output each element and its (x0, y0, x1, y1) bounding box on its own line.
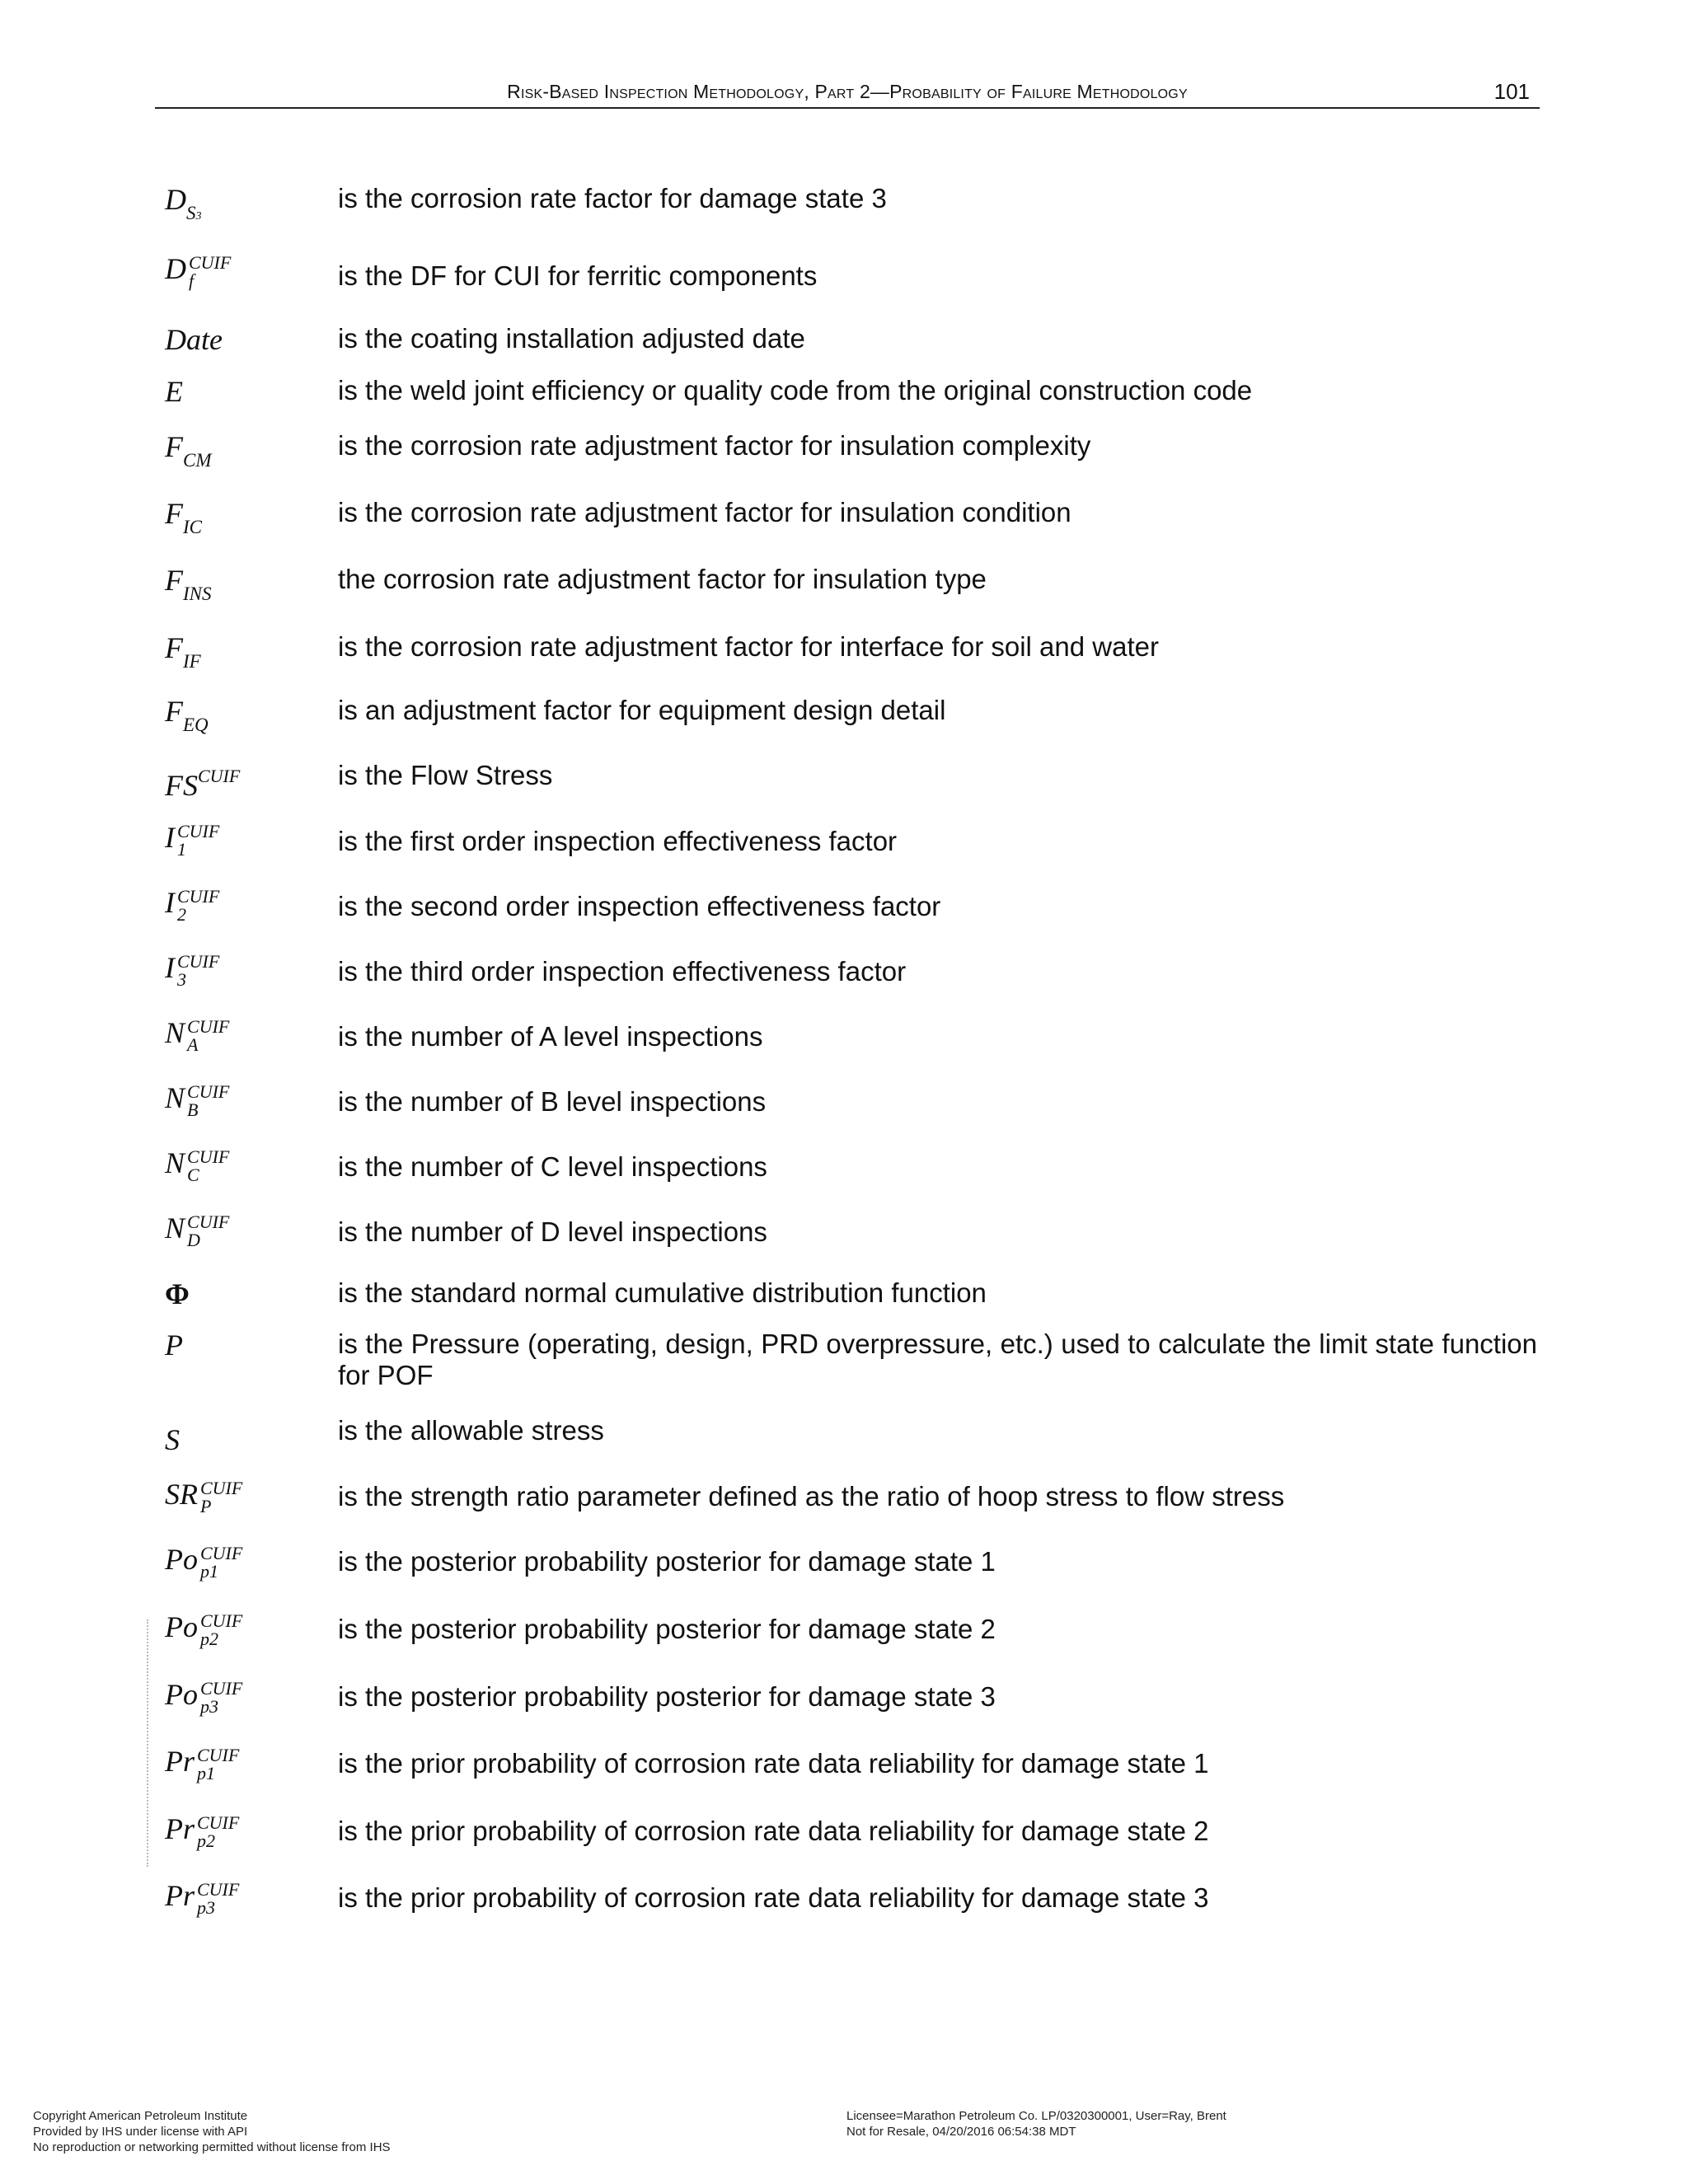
symbol: $F_{INS}$ (165, 564, 212, 604)
definition-text: is the prior probability of corrosion rate data reliability for damage state 3 (338, 1882, 1209, 1913)
definition-text: is the prior probability of corrosion rate data reliability for damage state 1 (338, 1748, 1209, 1779)
symbol: Pr CUIF p1 (165, 1745, 240, 1783)
symbol: $F_{IF}$ (165, 631, 201, 672)
symbol: P (165, 1329, 183, 1361)
symbol: I CUIF 1 (165, 821, 220, 860)
symbol: Po CUIF p3 (165, 1678, 243, 1717)
definition-text: is the strength ratio parameter defined as the ratio of hoop stress to flow stress (338, 1481, 1285, 1511)
symbol: E (165, 375, 183, 408)
definition-text: is the corrosion rate adjustment factor for insulation condition (338, 497, 1071, 527)
symbol: I CUIF 3 (165, 951, 220, 990)
margin-dotted-line (147, 1619, 152, 1867)
symbol: SR CUIF P (165, 1478, 243, 1516)
symbol: $FS^{CUIF}$ (165, 766, 241, 802)
symbol: Date (165, 323, 223, 356)
symbol: $F_{IC}$ (165, 497, 202, 537)
definition-text: is the number of C level inspections (338, 1151, 767, 1182)
symbol: N CUIF D (165, 1212, 230, 1250)
symbol: Φ (165, 1277, 190, 1310)
definition-text: is the number of A level inspections (338, 1021, 763, 1052)
footer-line: Provided by IHS under license with API (33, 2125, 248, 2139)
symbol: N CUIF C (165, 1146, 230, 1185)
symbol: $F_{CM}$ (165, 430, 212, 471)
symbol: Po CUIF p2 (165, 1610, 243, 1649)
footer-line: Not for Resale, 04/20/2016 06:54:38 MDT (846, 2125, 1076, 2139)
definition-text: is the posterior probability posterior for damage state 1 (338, 1546, 996, 1577)
symbol: D CUIF f (165, 252, 232, 291)
definition-text: is the number of B level inspections (338, 1086, 767, 1117)
page-number: 101 (1493, 79, 1530, 104)
definition-text: is the corrosion rate adjustment factor for insulation complexity (338, 430, 1091, 461)
definition-text: is the Pressure (operating, design, PRD overpressure, etc.) used to calculate the limit state function for POF (338, 1329, 1537, 1390)
definition-text: the corrosion rate adjustment factor for insulation type (338, 564, 987, 594)
footer-line: Licensee=Marathon Petroleum Co. LP/0320300001, User=Ray, Brent (846, 2109, 1226, 2123)
footer-line: Copyright American Petroleum Institute (33, 2109, 248, 2123)
definition-text: is the Flow Stress (338, 760, 553, 790)
symbol: Pr CUIF p3 (165, 1879, 240, 1918)
footer-copyright (33, 2108, 391, 2155)
symbol: $F_{EQ}$ (165, 695, 209, 735)
definition-text: is the corrosion rate factor for damage state 3 (338, 183, 887, 213)
definition-text: is the prior probability of corrosion rate data reliability for damage state 2 (338, 1816, 1209, 1846)
definition-text: is the first order inspection effectiveness factor (338, 826, 898, 856)
definition-text: is the corrosion rate adjustment factor for interface for soil and water (338, 631, 1159, 662)
footer-license (846, 2108, 1226, 2139)
definition-text: is the third order inspection effectiveness factor (338, 956, 907, 987)
footer-line: No reproduction or networking permitted without license from IHS (33, 2140, 391, 2154)
definition-text: is the second order inspection effectiveness factor (338, 891, 941, 921)
definition-text: is the coating installation adjusted date (338, 323, 805, 354)
definition-text: is an adjustment factor for equipment design detail (338, 695, 946, 725)
symbol: N CUIF A (165, 1016, 230, 1055)
definition-text: is the DF for CUI for ferritic components (338, 260, 818, 291)
definition-text: is the posterior probability posterior for damage state 3 (338, 1681, 996, 1712)
definition-text: is the standard normal cumulative distribution function (338, 1277, 987, 1308)
symbol: $D_{S3}$ (165, 183, 202, 223)
symbol: Pr CUIF p2 (165, 1812, 240, 1851)
header-title-text: Risk-Based Inspection Methodology, Part 2—Probability of Failure Methodology (507, 81, 1188, 102)
definition-text: is the allowable stress (338, 1415, 604, 1446)
symbol: I CUIF 2 (165, 886, 220, 925)
definition-text: is the posterior probability posterior for damage state 2 (338, 1614, 996, 1644)
definition-text: is the number of D level inspections (338, 1216, 767, 1247)
definition-text: is the weld joint efficiency or quality code from the original construction code (338, 375, 1253, 405)
symbol: N CUIF B (165, 1081, 230, 1120)
symbol: S (165, 1423, 180, 1456)
symbol: Po CUIF p1 (165, 1543, 243, 1582)
